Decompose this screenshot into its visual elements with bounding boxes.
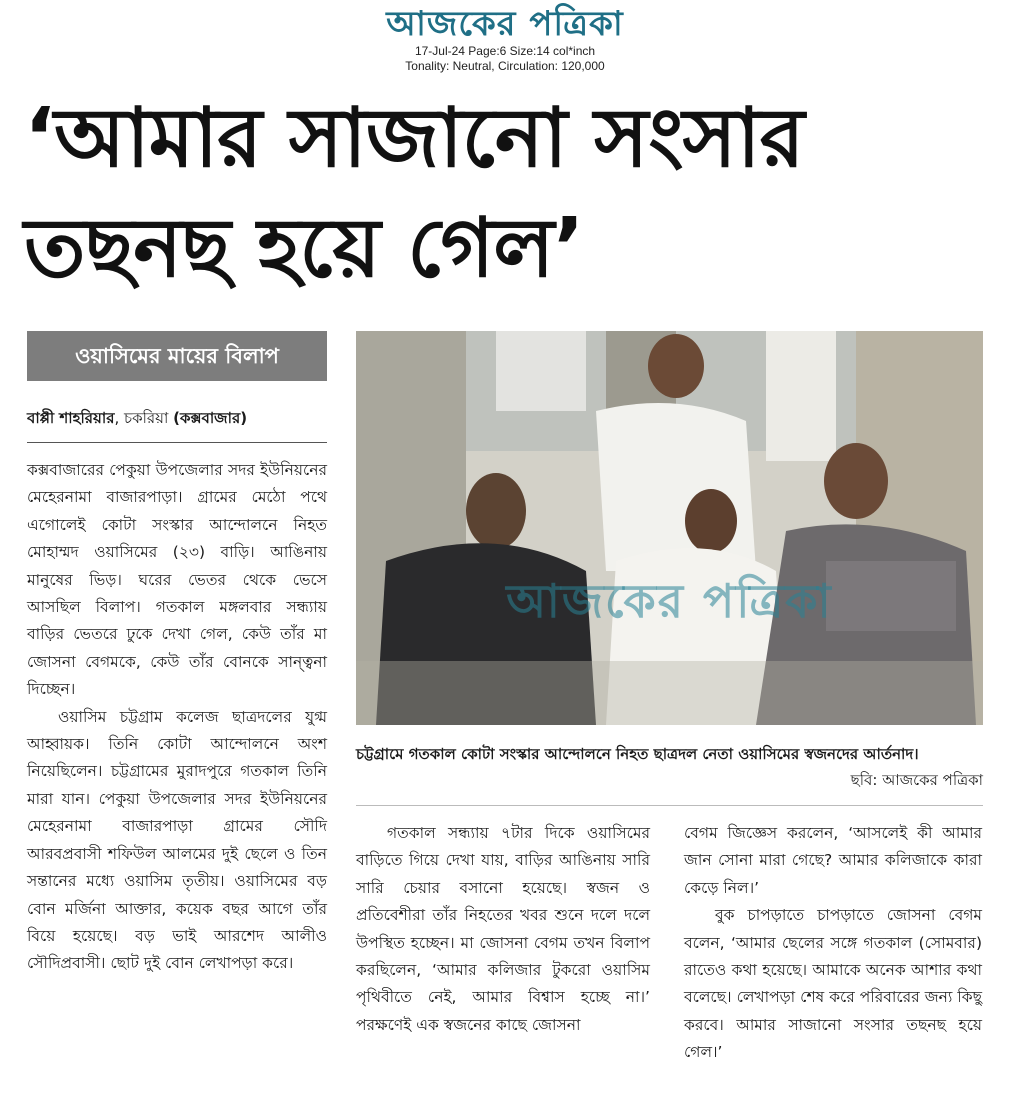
clip-meta-line-1: 17-Jul-24 Page:6 Size:14 col*inch (414, 44, 596, 58)
subhead-banner: ওয়াসিমের মায়ের বিলাপ (27, 331, 327, 381)
photo-watermark: আজকের পত্রিকা (506, 574, 833, 628)
headline-line-2: তছনছ হয়ে গেল’ (24, 201, 584, 296)
body-column-1 (27, 457, 327, 978)
photo-credit: ছবি: আজকের পত্রিকা (850, 771, 983, 789)
body-column-2 (356, 820, 650, 1039)
byline-author: বাপ্পী শাহরিয়ার (27, 409, 115, 427)
body-paragraph: কক্সবাজারের পেকুয়া উপজেলার সদর ইউনিয়নের মেহেরনামা বাজারপাড়া। গ্রামের মেঠো পথে এগোলেই কোটা সংস্কার আন্দোলনে নিহত মোহাম্মদ ওয়াসিমের (২৩) বাড়ি। আঙিনায় মানুষের ভিড়। ঘরের ভেতর থেকে ভেসে আসছিল বিলাপ। গতকাল মঙ্গলবার সন্ধ্যায় বাড়ির ভেতরে ঢুকে দেখা গেল, কেউ তাঁর মা জোসনা বেগমকে, কেউ তাঁর বোনকে সান্ত্বনা দিচ্ছেন। (27, 461, 327, 699)
headline-line-1: ‘আমার সাজানো সংসার (24, 91, 804, 186)
caption-divider (356, 805, 983, 806)
clip-meta-line-2: Tonality: Neutral, Circulation: 120,000 (405, 59, 605, 73)
body-paragraph: বেগম জিজ্ঞেস করলেন, ‘আসলেই কী আমার জান সোনা মারা গেছে? আমার কলিজাকে কারা কেড়ে নিল।’ (684, 824, 982, 897)
masthead (0, 4, 1010, 74)
body-paragraph: গতকাল সন্ধ্যায় ৭টার দিকে ওয়াসিমের বাড়িতে গিয়ে দেখা যায়, বাড়ির আঙিনায় সারি সারি চেয়ার বসানো হয়েছে। স্বজন ও প্রতিবেশীরা তাঁর নিহতের খবর শুনে দলে দলে উপস্থিত হচ্ছেন। মা জোসনা বেগম তখন বিলাপ করছিলেন, ‘আমার কলিজার টুকরো ওয়াসিম পৃথিবীতে নেই, আমার বিশ্বাস হচ্ছে না।’ পরক্ষণেই এক স্বজনের কাছে জোসনা (356, 824, 650, 1034)
body-column-3 (684, 820, 982, 1067)
body-paragraph: ওয়াসিম চট্টগ্রাম কলেজ ছাত্রদলের যুগ্ম আহ্বায়ক। তিনি কোটা আন্দোলনে অংশ নিয়েছিলেন। চট্টগ্রামের মুরাদপুরে গতকাল তিনি মারা যান। পেকুয়া উপজেলার সদর ইউনিয়নের মেহেরনামা বাজারপাড়া গ্রামের সৌদি আরবপ্রবাসী শফিউল আলমের দুই ছেলে ও তিন সন্তানের মধ্যে ওয়াসিম তৃতীয়। ওয়াসিমের বড় বোন মর্জিনা আক্তার, কয়েক বছর আগে তাঁর বিয়ে হয়েছে। বড় ভাই আরশেদ আলীও সৌদিপ্রবাসী। ছোট দুই বোন লেখাপড়া করে। (27, 707, 327, 973)
byline-district: (কক্সবাজার) (173, 409, 248, 427)
byline (27, 408, 327, 443)
newspaper-logo: আজকের পত্রিকা (386, 4, 624, 44)
photo-caption (356, 741, 983, 789)
caption-text: চট্টগ্রামে গতকাল কোটা সংস্কার আন্দোলনে নিহত ছাত্রদল নেতা ওয়াসিমের স্বজনদের আর্তনাদ। (356, 745, 919, 763)
photo-illustration (356, 331, 983, 725)
byline-place: , চকরিয়া (114, 409, 174, 427)
body-paragraph: বুক চাপড়াতে চাপড়াতে জোসনা বেগম বলেন, ‘আমার ছেলের সঙ্গে গতকাল (সোমবার) রাতেও কথা হয়েছে। আমাকে অনেক আশার কথা বলেছে। লেখাপড়া শেষ করে পরিবারের জন্য কিছু করবে। আমার সাজানো সংসার তছনছ হয়ে গেল।’ (684, 906, 982, 1062)
news-photo (356, 331, 983, 725)
headline (24, 84, 994, 304)
